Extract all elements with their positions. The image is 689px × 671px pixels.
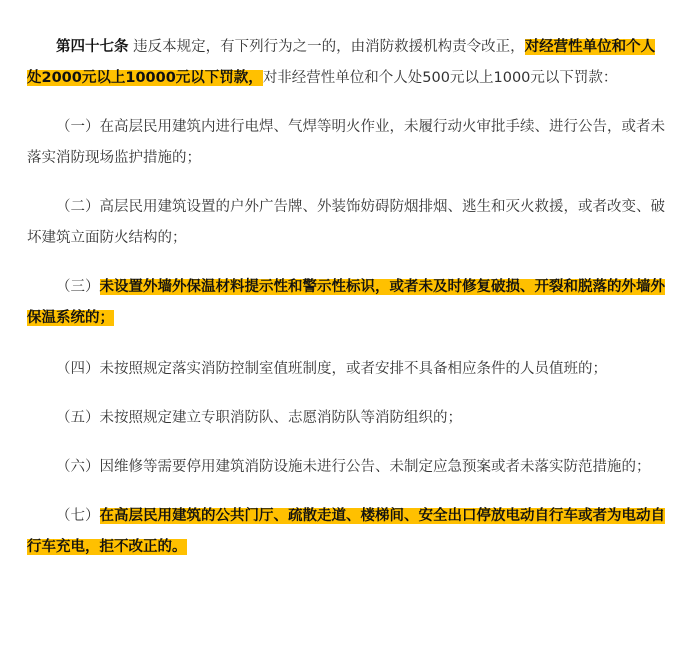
item-text: 高层民用建筑设置的户外广告牌、外装饰妨碍防烟排烟、逃生和灭火救援，或者改变、破坏建筑立面防火结构的；: [27, 199, 665, 246]
list-item: [27, 112, 665, 174]
list-item: [27, 272, 665, 334]
list-item: [27, 452, 665, 483]
list-item: [27, 354, 665, 385]
item-marker: （六）: [56, 459, 100, 475]
item-text: 在高层民用建筑内进行电焊、气焊等明火作业，未履行动火审批手续、进行公告，或者未落实消防现场监护措施的；: [27, 119, 665, 166]
item-text-highlight: 在高层民用建筑的公共门厅、疏散走道、楼梯间、安全出口停放电动自行车或者为电动自行车充电，拒不改正的。: [27, 508, 665, 555]
item-marker: （七）: [56, 508, 100, 524]
article-intro-rest: 对非经营性单位和个人处500元以上1000元以下罚款：: [262, 70, 618, 86]
item-text: 未按照规定建立专职消防队、志愿消防队等消防组织的；: [99, 410, 462, 426]
item-marker: （三）: [56, 279, 100, 295]
article-intro-highlight: 对经营性单位和个人处2000元以上10000元以下罚款，: [27, 39, 656, 86]
list-item: [27, 192, 665, 254]
list-item: [27, 501, 665, 563]
article-intro: 违反本规定，有下列行为之一的，由消防救援机构责令改正，: [128, 39, 525, 55]
item-marker: （四）: [56, 361, 100, 377]
item-marker: （五）: [56, 410, 100, 426]
article-paragraph: [27, 32, 665, 94]
list-item: [27, 403, 665, 434]
item-text-highlight: 未设置外墙外保温材料提示性和警示性标识，或者未及时修复破损、开裂和脱落的外墙外保温系统的；: [27, 279, 665, 326]
document-body: [27, 32, 665, 563]
article-number: 第四十七条: [56, 39, 129, 55]
item-marker: （二）: [56, 199, 100, 215]
item-text: 因维修等需要停用建筑消防设施未进行公告、未制定应急预案或者未落实防范措施的；: [99, 459, 651, 475]
item-text: 未按照规定落实消防控制室值班制度，或者安排不具备相应条件的人员值班的；: [99, 361, 607, 377]
item-marker: （一）: [56, 119, 100, 135]
